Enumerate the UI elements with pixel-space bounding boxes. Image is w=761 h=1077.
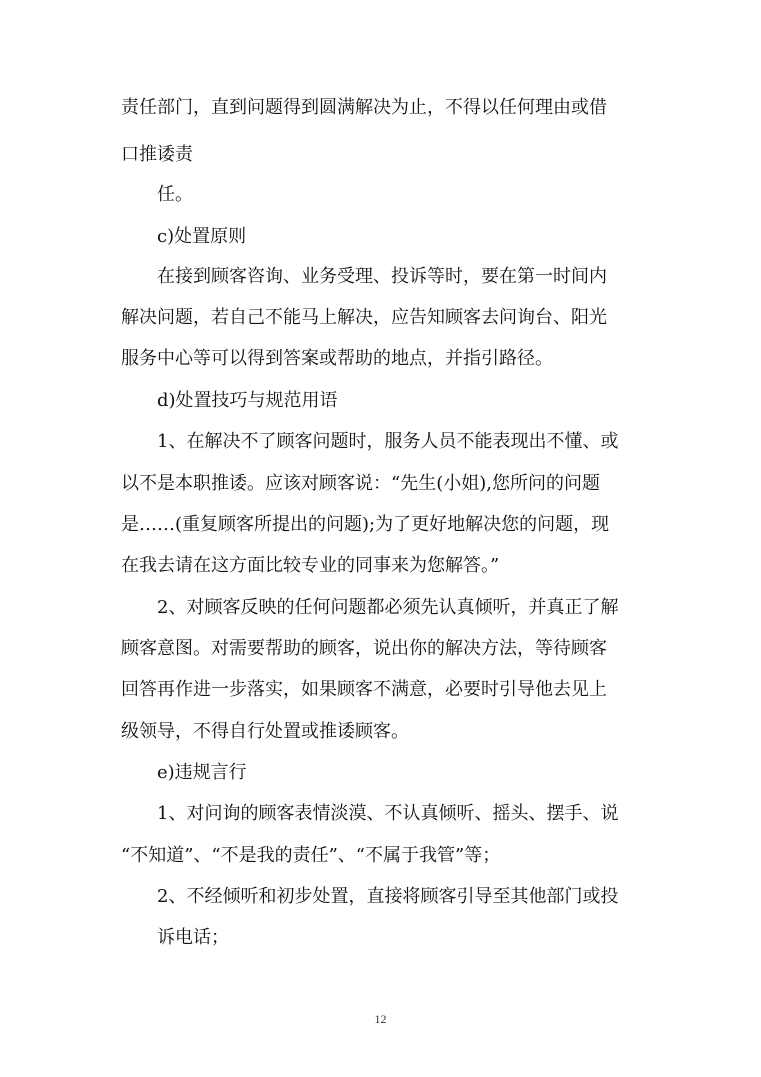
body-line: 任。 <box>157 184 193 205</box>
section-heading: e)违规言行 <box>157 762 247 783</box>
body-line: 是……(重复顾客所提出的问题);为了更好地解决您的问题，现 <box>121 514 610 535</box>
body-line: 在接到顾客咨询、业务受理、投诉等时，要在第一时间内 <box>157 266 607 287</box>
body-line: 级领导，不得自行处置或推诿顾客。 <box>121 721 409 742</box>
body-line: 以不是本职推诿。应该对顾客说：“先生(小姐),您所问的问题 <box>121 473 600 494</box>
body-line: 2、不经倾听和初步处置，直接将顾客引导至其他部门或投 <box>157 886 619 907</box>
body-line: 诉电话； <box>157 927 229 948</box>
body-line: 1、在解决不了顾客问题时，服务人员不能表现出不懂、或 <box>157 431 619 452</box>
body-line: 口推诿责 <box>121 144 193 165</box>
body-line: “不知道”、“不是我的责任”、“不属于我管”等； <box>121 845 501 866</box>
section-heading: c)处置原则 <box>157 226 247 247</box>
body-line: 在我去请在这方面比较专业的同事来为您解答。” <box>121 555 500 576</box>
body-line: 1、对问询的顾客表情淡漠、不认真倾听、摇头、摆手、说 <box>157 803 619 824</box>
body-line: 服务中心等可以得到答案或帮助的地点，并指引路径。 <box>121 348 553 369</box>
body-line: 责任部门，直到问题得到圆满解决为止，不得以任何理由或借 <box>121 97 607 118</box>
body-line: 2、对顾客反映的任何问题都必须先认真倾听，并真正了解 <box>157 597 619 618</box>
page-number: 12 <box>374 1012 387 1026</box>
section-heading: d)处置技巧与规范用语 <box>157 390 338 411</box>
body-line: 顾客意图。对需要帮助的顾客，说出你的解决方法，等待顾客 <box>121 638 607 659</box>
body-line: 回答再作进一步落实，如果顾客不满意，必要时引导他去见上 <box>121 679 607 700</box>
body-line: 解决问题，若自己不能马上解决，应告知顾客去问询台、阳光 <box>121 307 607 328</box>
